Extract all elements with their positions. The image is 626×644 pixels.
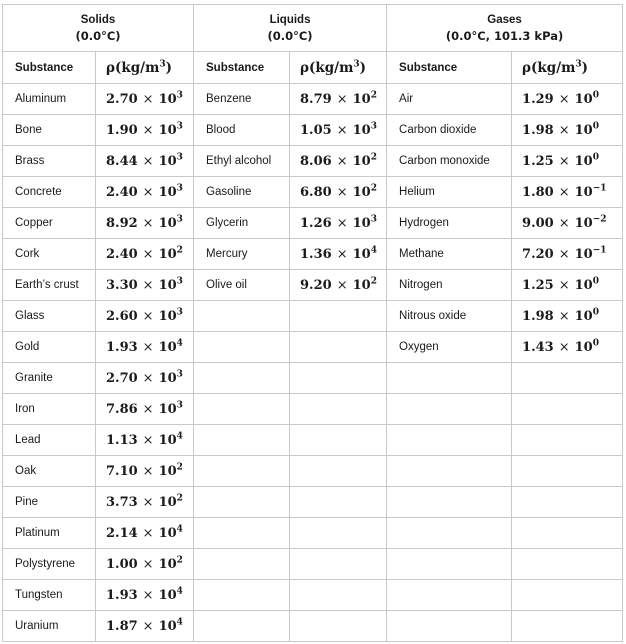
power-base: 10	[574, 215, 593, 231]
power-exponent: −2	[592, 214, 607, 225]
table-row	[3, 611, 623, 642]
density-close: )	[359, 59, 367, 76]
power-base: 10	[158, 153, 177, 169]
density-mantissa: 1.00	[106, 556, 138, 572]
density-mantissa: 2.40	[106, 246, 138, 262]
times-sign: ×	[142, 215, 154, 231]
gases-density-cell	[512, 456, 623, 487]
times-sign: ×	[142, 556, 154, 572]
density-mantissa: 2.14	[106, 525, 138, 541]
power-base: 10	[352, 91, 371, 107]
liquids-conditions: (0.0°C)	[267, 29, 313, 43]
power-base: 10	[352, 122, 371, 138]
density-mantissa: 1.90	[106, 122, 138, 138]
power-exponent: 2	[370, 183, 377, 194]
power-exponent: 3	[176, 90, 183, 101]
solids-substance-cell: Pine	[3, 487, 96, 518]
density-mantissa: 1.25	[522, 153, 554, 169]
liquids-substance-cell	[194, 456, 290, 487]
gases-density-cell	[512, 487, 623, 518]
times-sign: ×	[142, 618, 154, 634]
liquids-density-cell	[290, 332, 387, 363]
power-exponent: 0	[592, 307, 599, 318]
liquids-density-cell	[290, 518, 387, 549]
density-mantissa: 1.80	[522, 184, 554, 200]
solids-substance-header: Substance	[3, 52, 96, 84]
liquids-density-cell	[290, 301, 387, 332]
times-sign: ×	[558, 122, 570, 138]
power-exponent: 2	[176, 493, 183, 504]
power-base: 10	[158, 556, 177, 572]
times-sign: ×	[558, 339, 570, 355]
gases-density-cell	[512, 611, 623, 642]
liquids-substance-cell	[194, 549, 290, 580]
liquids-density-cell	[290, 394, 387, 425]
times-sign: ×	[558, 153, 570, 169]
gases-substance-cell: Hydrogen	[387, 208, 512, 239]
times-sign: ×	[336, 246, 348, 262]
solids-substance-cell: Granite	[3, 363, 96, 394]
power-base: 10	[574, 91, 593, 107]
power-base: 10	[158, 184, 177, 200]
table-row	[3, 84, 623, 115]
liquids-substance-cell: Olive oil	[194, 270, 290, 301]
gases-density-header	[512, 52, 623, 84]
times-sign: ×	[142, 401, 154, 417]
density-mantissa: 1.36	[300, 246, 332, 262]
times-sign: ×	[142, 432, 154, 448]
power-base: 10	[158, 339, 177, 355]
liquids-substance-cell: Glycerin	[194, 208, 290, 239]
times-sign: ×	[558, 277, 570, 293]
solids-density-cell	[96, 456, 194, 487]
power-base: 10	[574, 246, 593, 262]
gases-density-cell	[512, 146, 623, 177]
table-row	[3, 332, 623, 363]
times-sign: ×	[336, 215, 348, 231]
density-mantissa: 1.98	[522, 122, 554, 138]
solids-density-cell	[96, 115, 194, 146]
gases-substance-cell	[387, 611, 512, 642]
power-base: 10	[352, 215, 371, 231]
power-base: 10	[352, 246, 371, 262]
solids-density-cell	[96, 146, 194, 177]
power-base: 10	[574, 339, 593, 355]
liquids-density-cell	[290, 549, 387, 580]
solids-substance-cell: Tungsten	[3, 580, 96, 611]
density-mantissa: 8.06	[300, 153, 332, 169]
density-mantissa: 2.40	[106, 184, 138, 200]
liquids-substance-cell	[194, 580, 290, 611]
gases-density-cell	[512, 394, 623, 425]
power-base: 10	[158, 215, 177, 231]
power-exponent: 0	[592, 152, 599, 163]
times-sign: ×	[142, 277, 154, 293]
power-exponent: −1	[592, 183, 607, 194]
liquids-density-cell	[290, 208, 387, 239]
liquids-title: Liquids	[269, 14, 311, 26]
density-mantissa: 1.05	[300, 122, 332, 138]
gases-substance-cell: Nitrogen	[387, 270, 512, 301]
density-mantissa: 1.98	[522, 308, 554, 324]
times-sign: ×	[142, 370, 154, 386]
gases-substance-cell	[387, 363, 512, 394]
density-close: )	[581, 59, 589, 76]
liquids-substance-cell: Mercury	[194, 239, 290, 270]
solids-substance-cell: Earth’s crust	[3, 270, 96, 301]
table-row	[3, 363, 623, 394]
liquids-substance-cell	[194, 487, 290, 518]
liquids-substance-cell	[194, 394, 290, 425]
solids-substance-cell: Oak	[3, 456, 96, 487]
density-mantissa: 1.93	[106, 587, 138, 603]
solids-density-header	[96, 52, 194, 84]
table-row	[3, 301, 623, 332]
solids-density-cell	[96, 580, 194, 611]
times-sign: ×	[558, 184, 570, 200]
table-row	[3, 580, 623, 611]
table-row	[3, 208, 623, 239]
times-sign: ×	[142, 308, 154, 324]
liquids-substance-cell	[194, 301, 290, 332]
liquids-substance-cell: Blood	[194, 115, 290, 146]
density-mantissa: 2.60	[106, 308, 138, 324]
times-sign: ×	[142, 153, 154, 169]
table-row	[3, 456, 623, 487]
density-mantissa: 8.79	[300, 91, 332, 107]
gases-density-cell	[512, 425, 623, 456]
times-sign: ×	[336, 122, 348, 138]
gases-density-cell	[512, 363, 623, 394]
gases-substance-cell: Methane	[387, 239, 512, 270]
liquids-substance-cell	[194, 332, 290, 363]
liquids-density-cell	[290, 487, 387, 518]
solids-substance-cell: Lead	[3, 425, 96, 456]
power-base: 10	[158, 122, 177, 138]
density-mantissa: 2.70	[106, 91, 138, 107]
power-exponent: 3	[370, 214, 377, 225]
gases-substance-header: Substance	[387, 52, 512, 84]
power-exponent: 2	[370, 152, 377, 163]
gases-substance-cell: Carbon monoxide	[387, 146, 512, 177]
power-base: 10	[574, 308, 593, 324]
liquids-density-cell	[290, 363, 387, 394]
density-mantissa: 1.43	[522, 339, 554, 355]
liquids-density-cell	[290, 611, 387, 642]
solids-density-cell	[96, 208, 194, 239]
times-sign: ×	[142, 91, 154, 107]
solids-substance-cell: Polystyrene	[3, 549, 96, 580]
power-exponent: 2	[370, 276, 377, 287]
density-mantissa: 9.00	[522, 215, 554, 231]
liquids-density-cell	[290, 146, 387, 177]
times-sign: ×	[142, 494, 154, 510]
power-exponent: 2	[176, 555, 183, 566]
table-row	[3, 394, 623, 425]
gases-substance-cell: Oxygen	[387, 332, 512, 363]
power-base: 10	[352, 153, 371, 169]
table-row	[3, 487, 623, 518]
density-mantissa: 8.92	[106, 215, 138, 231]
density-mantissa: 1.93	[106, 339, 138, 355]
liquids-density-cell	[290, 177, 387, 208]
gases-substance-cell	[387, 456, 512, 487]
power-exponent: 3	[176, 183, 183, 194]
times-sign: ×	[142, 246, 154, 262]
liquids-group-header	[194, 5, 387, 52]
power-exponent: 4	[176, 524, 183, 535]
gases-density-cell	[512, 518, 623, 549]
solids-density-cell	[96, 518, 194, 549]
power-base: 10	[574, 122, 593, 138]
solids-substance-cell: Gold	[3, 332, 96, 363]
power-base: 10	[574, 153, 593, 169]
power-base: 10	[158, 277, 177, 293]
gases-title: Gases	[487, 14, 522, 26]
power-exponent: 3	[370, 121, 377, 132]
density-mantissa: 9.20	[300, 277, 332, 293]
times-sign: ×	[558, 91, 570, 107]
solids-density-cell	[96, 177, 194, 208]
density-table	[2, 4, 623, 642]
liquids-density-cell	[290, 456, 387, 487]
power-exponent: −1	[592, 245, 607, 256]
power-exponent: 3	[176, 369, 183, 380]
solids-substance-cell: Aluminum	[3, 84, 96, 115]
times-sign: ×	[558, 215, 570, 231]
power-exponent: 0	[592, 276, 599, 287]
power-base: 10	[158, 432, 177, 448]
power-base: 10	[158, 587, 177, 603]
solids-density-cell	[96, 363, 194, 394]
times-sign: ×	[336, 184, 348, 200]
liquids-density-cell	[290, 115, 387, 146]
density-exponent: 3	[353, 59, 360, 69]
power-exponent: 3	[176, 121, 183, 132]
gases-density-cell	[512, 177, 623, 208]
power-exponent: 4	[176, 586, 183, 597]
gases-substance-cell: Air	[387, 84, 512, 115]
density-exponent: 3	[575, 59, 582, 69]
solids-density-cell	[96, 270, 194, 301]
power-base: 10	[158, 463, 177, 479]
solids-substance-cell: Concrete	[3, 177, 96, 208]
times-sign: ×	[558, 246, 570, 262]
density-mantissa: 1.25	[522, 277, 554, 293]
table-row	[3, 115, 623, 146]
solids-density-cell	[96, 239, 194, 270]
table-row	[3, 270, 623, 301]
density-mantissa: 1.29	[522, 91, 554, 107]
power-exponent: 3	[176, 276, 183, 287]
liquids-density-cell	[290, 580, 387, 611]
power-base: 10	[158, 494, 177, 510]
density-mantissa: 8.44	[106, 153, 138, 169]
density-mantissa: 6.80	[300, 184, 332, 200]
table-row	[3, 177, 623, 208]
solids-substance-cell: Bone	[3, 115, 96, 146]
density-mantissa: 2.70	[106, 370, 138, 386]
density-mantissa: 1.87	[106, 618, 138, 634]
power-base: 10	[158, 246, 177, 262]
gases-substance-cell	[387, 425, 512, 456]
solids-density-cell	[96, 332, 194, 363]
times-sign: ×	[336, 277, 348, 293]
gases-group-header	[387, 5, 623, 52]
times-sign: ×	[142, 525, 154, 541]
gases-substance-cell	[387, 580, 512, 611]
power-exponent: 4	[370, 245, 377, 256]
gases-density-cell	[512, 84, 623, 115]
liquids-substance-cell	[194, 518, 290, 549]
solids-density-cell	[96, 425, 194, 456]
gases-density-cell	[512, 332, 623, 363]
gases-substance-cell: Helium	[387, 177, 512, 208]
density-mantissa: 3.30	[106, 277, 138, 293]
power-exponent: 0	[592, 121, 599, 132]
gases-density-cell	[512, 580, 623, 611]
solids-density-cell	[96, 487, 194, 518]
table-row	[3, 425, 623, 456]
liquids-density-cell	[290, 270, 387, 301]
liquids-density-cell	[290, 239, 387, 270]
power-exponent: 4	[176, 431, 183, 442]
solids-conditions: (0.0°C)	[75, 29, 121, 43]
liquids-substance-cell: Ethyl alcohol	[194, 146, 290, 177]
solids-density-cell	[96, 84, 194, 115]
power-base: 10	[158, 401, 177, 417]
power-base: 10	[158, 618, 177, 634]
density-label: ρ(kg/m	[522, 59, 576, 76]
liquids-substance-cell	[194, 425, 290, 456]
density-mantissa: 7.86	[106, 401, 138, 417]
times-sign: ×	[336, 91, 348, 107]
density-mantissa: 1.26	[300, 215, 332, 231]
density-label: ρ(kg/m	[300, 59, 354, 76]
liquids-substance-cell: Benzene	[194, 84, 290, 115]
solids-title: Solids	[80, 14, 116, 26]
power-exponent: 4	[176, 338, 183, 349]
density-label: ρ(kg/m	[106, 59, 160, 76]
liquids-density-header	[290, 52, 387, 84]
liquids-substance-cell	[194, 611, 290, 642]
gases-substance-cell	[387, 487, 512, 518]
power-base: 10	[352, 277, 371, 293]
power-base: 10	[158, 525, 177, 541]
table-row	[3, 518, 623, 549]
solids-density-cell	[96, 394, 194, 425]
times-sign: ×	[142, 587, 154, 603]
gases-substance-cell: Nitrous oxide	[387, 301, 512, 332]
times-sign: ×	[142, 184, 154, 200]
density-mantissa: 3.73	[106, 494, 138, 510]
power-exponent: 2	[176, 462, 183, 473]
gases-density-cell	[512, 208, 623, 239]
power-exponent: 3	[176, 400, 183, 411]
solids-substance-cell: Copper	[3, 208, 96, 239]
power-exponent: 3	[176, 152, 183, 163]
solids-substance-cell: Uranium	[3, 611, 96, 642]
liquids-density-cell	[290, 84, 387, 115]
times-sign: ×	[558, 308, 570, 324]
table-row	[3, 146, 623, 177]
solids-density-cell	[96, 301, 194, 332]
solids-substance-cell: Platinum	[3, 518, 96, 549]
liquids-substance-cell: Gasoline	[194, 177, 290, 208]
times-sign: ×	[142, 122, 154, 138]
solids-substance-cell: Brass	[3, 146, 96, 177]
gases-substance-cell	[387, 518, 512, 549]
power-exponent: 0	[592, 338, 599, 349]
solids-group-header	[3, 5, 194, 52]
liquids-substance-cell	[194, 363, 290, 394]
power-exponent: 3	[176, 214, 183, 225]
gases-density-cell	[512, 549, 623, 580]
density-mantissa: 7.20	[522, 246, 554, 262]
power-exponent: 2	[370, 90, 377, 101]
power-base: 10	[158, 91, 177, 107]
solids-substance-cell: Cork	[3, 239, 96, 270]
power-base: 10	[574, 184, 593, 200]
power-base: 10	[158, 370, 177, 386]
times-sign: ×	[336, 153, 348, 169]
times-sign: ×	[142, 463, 154, 479]
density-exponent: 3	[159, 59, 166, 69]
gases-density-cell	[512, 239, 623, 270]
power-exponent: 2	[176, 245, 183, 256]
density-mantissa: 7.10	[106, 463, 138, 479]
gases-density-cell	[512, 270, 623, 301]
solids-substance-cell: Glass	[3, 301, 96, 332]
power-exponent: 3	[176, 307, 183, 318]
liquids-substance-header: Substance	[194, 52, 290, 84]
power-exponent: 0	[592, 90, 599, 101]
gases-density-cell	[512, 301, 623, 332]
power-exponent: 4	[176, 617, 183, 628]
table-row	[3, 239, 623, 270]
power-base: 10	[352, 184, 371, 200]
gases-substance-cell	[387, 394, 512, 425]
liquids-density-cell	[290, 425, 387, 456]
density-close: )	[165, 59, 173, 76]
times-sign: ×	[142, 339, 154, 355]
gases-conditions: (0.0°C, 101.3 kPa)	[445, 29, 564, 43]
table-row	[3, 549, 623, 580]
solids-density-cell	[96, 611, 194, 642]
solids-density-cell	[96, 549, 194, 580]
power-base: 10	[158, 308, 177, 324]
power-base: 10	[574, 277, 593, 293]
gases-substance-cell	[387, 549, 512, 580]
solids-substance-cell: Iron	[3, 394, 96, 425]
density-mantissa: 1.13	[106, 432, 138, 448]
gases-substance-cell: Carbon dioxide	[387, 115, 512, 146]
gases-density-cell	[512, 115, 623, 146]
